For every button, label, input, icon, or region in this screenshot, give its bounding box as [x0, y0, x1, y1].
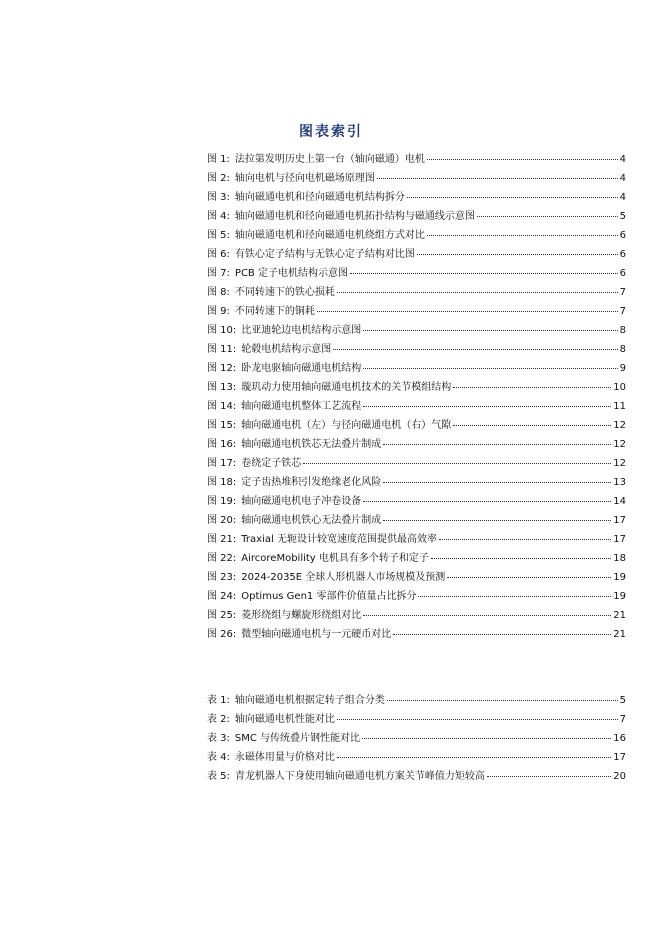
- figure-entry[interactable]: [207, 530, 626, 549]
- entry-page-number: 17: [613, 534, 626, 545]
- figure-entry[interactable]: [207, 321, 626, 340]
- dot-leader: [337, 757, 611, 758]
- dot-leader: [383, 482, 611, 483]
- entry-title: 有铁心定子结构与无铁心定子结构对比图: [234, 249, 415, 260]
- entry-number: 图 26:: [207, 629, 237, 640]
- entry-title: 菱形绕组与螺旋形绕组对比: [241, 610, 362, 621]
- figure-entry[interactable]: [207, 511, 626, 530]
- entry-page-number: 6: [619, 268, 626, 279]
- dot-leader: [453, 387, 611, 388]
- figure-entry[interactable]: [207, 568, 626, 587]
- entry-number: 图 7:: [207, 268, 230, 279]
- dot-leader: [487, 776, 611, 777]
- figure-entry[interactable]: [207, 188, 626, 207]
- entry-number: 图 8:: [207, 287, 230, 298]
- entry-title: Traxial 无轭设计较宽速度范围提供最高效率: [241, 534, 437, 545]
- dot-leader: [417, 254, 618, 255]
- dot-leader: [350, 273, 618, 274]
- entry-page-number: 9: [619, 363, 626, 374]
- entry-number: 图 15:: [207, 420, 237, 431]
- entry-page-number: 14: [613, 496, 626, 507]
- entry-number: 表 2:: [207, 714, 230, 725]
- figure-index: [207, 150, 626, 644]
- dot-leader: [337, 292, 618, 293]
- entry-page-number: 5: [619, 211, 626, 222]
- figure-entry[interactable]: [207, 359, 626, 378]
- entry-title: 轴向磁通电机铁芯无法叠片制成: [241, 439, 382, 450]
- entry-page-number: 6: [619, 249, 626, 260]
- dot-leader: [427, 235, 618, 236]
- dot-leader: [377, 178, 618, 179]
- table-entry[interactable]: [207, 691, 626, 710]
- figure-entry[interactable]: [207, 283, 626, 302]
- entry-number: 图 10:: [207, 325, 237, 336]
- entry-number: 表 3:: [207, 733, 230, 744]
- entry-page-number: 4: [619, 154, 626, 165]
- entry-number: 图 19:: [207, 496, 237, 507]
- entry-title: 轴向磁通电机电子冲卷设备: [241, 496, 362, 507]
- entry-page-number: 7: [619, 287, 626, 298]
- entry-title: 轴向磁通电机整体工艺流程: [241, 401, 362, 412]
- figure-entry[interactable]: [207, 150, 626, 169]
- entry-number: 图 24:: [207, 591, 237, 602]
- entry-number: 图 20:: [207, 515, 237, 526]
- entry-title: 轴向磁通电机根据定转子组合分类: [234, 695, 385, 706]
- entry-number: 图 14:: [207, 401, 237, 412]
- entry-number: 图 9:: [207, 306, 230, 317]
- figure-entry[interactable]: [207, 625, 626, 644]
- table-entry[interactable]: [207, 729, 626, 748]
- dot-leader: [393, 634, 611, 635]
- figure-entry[interactable]: [207, 587, 626, 606]
- figure-entry[interactable]: [207, 492, 626, 511]
- entry-page-number: 18: [613, 553, 626, 564]
- figure-entry[interactable]: [207, 416, 626, 435]
- entry-title: 轮毂电机结构示意图: [241, 344, 332, 355]
- entry-number: 图 11:: [207, 344, 237, 355]
- entry-page-number: 6: [619, 230, 626, 241]
- entry-number: 图 5:: [207, 230, 230, 241]
- entry-title: 法拉第发明历史上第一台（轴向磁通）电机: [234, 154, 425, 165]
- entry-page-number: 12: [613, 439, 626, 450]
- table-entry[interactable]: [207, 748, 626, 767]
- figure-entry[interactable]: [207, 473, 626, 492]
- entry-title: 不同转速下的铁心损耗: [234, 287, 335, 298]
- dot-leader: [363, 615, 611, 616]
- dot-leader: [363, 368, 617, 369]
- dot-leader: [363, 406, 611, 407]
- figure-entry[interactable]: [207, 169, 626, 188]
- entry-title: 永磁体用量与价格对比: [234, 752, 335, 763]
- entry-page-number: 5: [619, 695, 626, 706]
- entry-title: 璇玑动力使用轴向磁通电机技术的关节模组结构: [241, 382, 452, 393]
- entry-title: AircoreMobility 电机具有多个转子和定子: [241, 553, 429, 564]
- figure-entry[interactable]: [207, 207, 626, 226]
- entry-title: 轴向磁通电机性能对比: [234, 714, 335, 725]
- entry-number: 图 16:: [207, 439, 237, 450]
- entry-number: 图 13:: [207, 382, 237, 393]
- entry-page-number: 21: [613, 610, 626, 621]
- entry-page-number: 16: [613, 733, 626, 744]
- entry-title: 轴向电机与径向电机磁场原理图: [234, 173, 375, 184]
- entry-page-number: 4: [619, 192, 626, 203]
- entry-title: 比亚迪轮边电机结构示意图: [241, 325, 362, 336]
- entry-page-number: 8: [619, 325, 626, 336]
- figure-entry[interactable]: [207, 245, 626, 264]
- entry-title: 轴向磁通电机和径向磁通电机拓扑结构与磁通线示意图: [234, 211, 475, 222]
- entry-page-number: 13: [613, 477, 626, 488]
- entry-number: 图 2:: [207, 173, 230, 184]
- entry-title: SMC 与传统叠片钢性能对比: [234, 733, 361, 744]
- entry-title: 2024-2035E 全球人形机器人市场规模及预测: [241, 572, 446, 583]
- entry-title: 卧龙电驱轴向磁通电机结构: [241, 363, 362, 374]
- entry-number: 图 4:: [207, 211, 230, 222]
- dot-leader: [387, 700, 618, 701]
- entry-title: 不同转速下的铜耗: [234, 306, 315, 317]
- entry-title: 轴向磁通电机（左）与径向磁通电机（右）气隙: [241, 420, 452, 431]
- entry-number: 图 12:: [207, 363, 237, 374]
- entry-page-number: 10: [613, 382, 626, 393]
- figure-entry[interactable]: [207, 378, 626, 397]
- entry-title: 轴向磁通电机和径向磁通电机绕组方式对比: [234, 230, 425, 241]
- entry-page-number: 7: [619, 306, 626, 317]
- dot-leader: [439, 539, 611, 540]
- figure-entry[interactable]: [207, 454, 626, 473]
- entry-page-number: 11: [613, 401, 626, 412]
- entry-page-number: 8: [619, 344, 626, 355]
- entry-page-number: 4: [619, 173, 626, 184]
- entry-number: 图 25:: [207, 610, 237, 621]
- dot-leader: [303, 463, 611, 464]
- entry-page-number: 12: [613, 420, 626, 431]
- entry-page-number: 17: [613, 752, 626, 763]
- entry-title: 定子齿热堆积引发绝缘老化风险: [241, 477, 382, 488]
- figure-entry[interactable]: [207, 226, 626, 245]
- entry-title: 微型轴向磁通电机与一元硬币对比: [241, 629, 392, 640]
- entry-number: 图 23:: [207, 572, 237, 583]
- entry-page-number: 21: [613, 629, 626, 640]
- dot-leader: [453, 425, 611, 426]
- entry-number: 图 3:: [207, 192, 230, 203]
- figure-entry[interactable]: [207, 264, 626, 283]
- entry-number: 表 5:: [207, 771, 230, 782]
- entry-number: 图 17:: [207, 458, 237, 469]
- entry-title: PCB 定子电机结构示意图: [234, 268, 348, 279]
- figure-entry[interactable]: [207, 549, 626, 568]
- page-title: 图表索引: [299, 124, 363, 140]
- entry-number: 图 22:: [207, 553, 237, 564]
- entry-number: 图 6:: [207, 249, 230, 260]
- dot-leader: [431, 558, 611, 559]
- figure-entry[interactable]: [207, 606, 626, 625]
- figure-entry[interactable]: [207, 340, 626, 359]
- dot-leader: [337, 719, 618, 720]
- entry-title: 轴向磁通电机和径向磁通电机结构拆分: [234, 192, 405, 203]
- entry-number: 图 21:: [207, 534, 237, 545]
- dot-leader: [362, 738, 611, 739]
- dot-leader: [333, 349, 617, 350]
- entry-number: 表 4:: [207, 752, 230, 763]
- entry-title: 卷绕定子铁芯: [241, 458, 302, 469]
- dot-leader: [427, 159, 618, 160]
- table-entry[interactable]: [207, 767, 626, 786]
- entry-page-number: 17: [613, 515, 626, 526]
- entry-title: 轴向磁通电机铁心无法叠片制成: [241, 515, 382, 526]
- dot-leader: [383, 444, 611, 445]
- entry-number: 表 1:: [207, 695, 230, 706]
- entry-page-number: 7: [619, 714, 626, 725]
- dot-leader: [407, 197, 618, 198]
- dot-leader: [383, 520, 611, 521]
- entry-page-number: 12: [613, 458, 626, 469]
- dot-leader: [418, 596, 611, 597]
- entry-page-number: 19: [613, 591, 626, 602]
- entry-page-number: 19: [613, 572, 626, 583]
- table-index: [207, 691, 626, 786]
- entry-number: 图 1:: [207, 154, 230, 165]
- figure-entry[interactable]: [207, 397, 626, 416]
- entry-title: 青龙机器人下身使用轴向磁通电机方案关节峰值力矩较高: [234, 771, 485, 782]
- dot-leader: [363, 330, 617, 331]
- table-entry[interactable]: [207, 710, 626, 729]
- entry-number: 图 18:: [207, 477, 237, 488]
- dot-leader: [477, 216, 618, 217]
- dot-leader: [363, 501, 611, 502]
- dot-leader: [447, 577, 611, 578]
- entry-title: Optimus Gen1 零部件价值量占比拆分: [241, 591, 417, 602]
- entry-page-number: 20: [613, 771, 626, 782]
- figure-entry[interactable]: [207, 302, 626, 321]
- figure-entry[interactable]: [207, 435, 626, 454]
- dot-leader: [317, 311, 618, 312]
